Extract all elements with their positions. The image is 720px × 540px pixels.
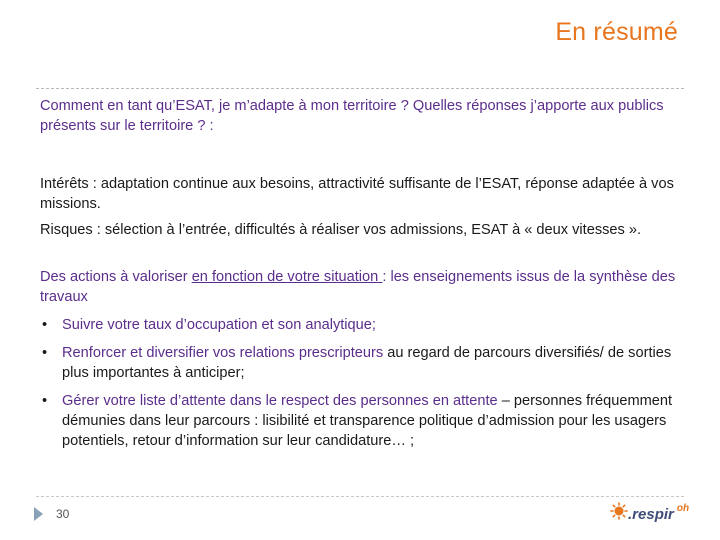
actions-heading	[40, 267, 690, 307]
title-divider	[36, 88, 684, 89]
actions-heading-suffix: : les enseignements issus de la synthèse des travaux	[40, 269, 676, 305]
action-item-emphasis: Gérer votre liste d’attente dans le respect des personnes en attente	[62, 393, 498, 409]
page-arrow-icon	[34, 507, 43, 521]
action-item-text: – personnes fréquemment démunies dans leur parcours : lisibilité et transparence politique d’admission pour les usagers potentiels, retour d’information sur leur candidature… ;	[62, 393, 673, 449]
action-item-emphasis: Renforcer et diversifier vos relations prescripteurs	[62, 345, 384, 361]
action-item	[40, 391, 690, 451]
logo-wordmark: .respir	[628, 506, 674, 523]
bullet-icon: •	[42, 345, 48, 361]
interets-text: Intérêts : adaptation continue aux besoins, attractivité suffisante de l’ESAT, réponse adaptée à vos missions.	[40, 176, 674, 212]
actions-heading-underlined: en fonction de votre situation	[191, 269, 383, 285]
actions-heading-prefix: Des actions à valoriser	[40, 269, 192, 285]
risques-text: Risques : sélection à l’entrée, difficultés à réaliser vos admissions, ESAT à « deux vitesses ».	[40, 222, 642, 238]
page-number: 30	[56, 507, 70, 521]
action-item-emphasis: Suivre votre taux d’occupation et son analytique;	[62, 317, 376, 333]
footer-divider	[36, 496, 684, 497]
logo-text	[628, 503, 690, 523]
action-item	[40, 315, 690, 335]
slide-content	[40, 96, 690, 459]
bullet-icon: •	[42, 317, 48, 333]
sunburst-logo-icon	[610, 502, 628, 520]
slide-title: En résumé	[555, 18, 678, 46]
question-text: Comment en tant qu’ESAT, je m’adapte à mon territoire ? Quelles réponses j’apporte aux publics présents sur le territoire ? :	[40, 98, 664, 134]
action-list	[40, 315, 690, 451]
bullet-icon: •	[42, 393, 48, 409]
action-item	[40, 343, 690, 383]
action-item-text: au regard de parcours diversifiés/ de sorties plus importantes à anticiper;	[62, 345, 672, 381]
respiroh-logo	[610, 498, 696, 528]
logo-superscript: oh	[676, 503, 690, 514]
